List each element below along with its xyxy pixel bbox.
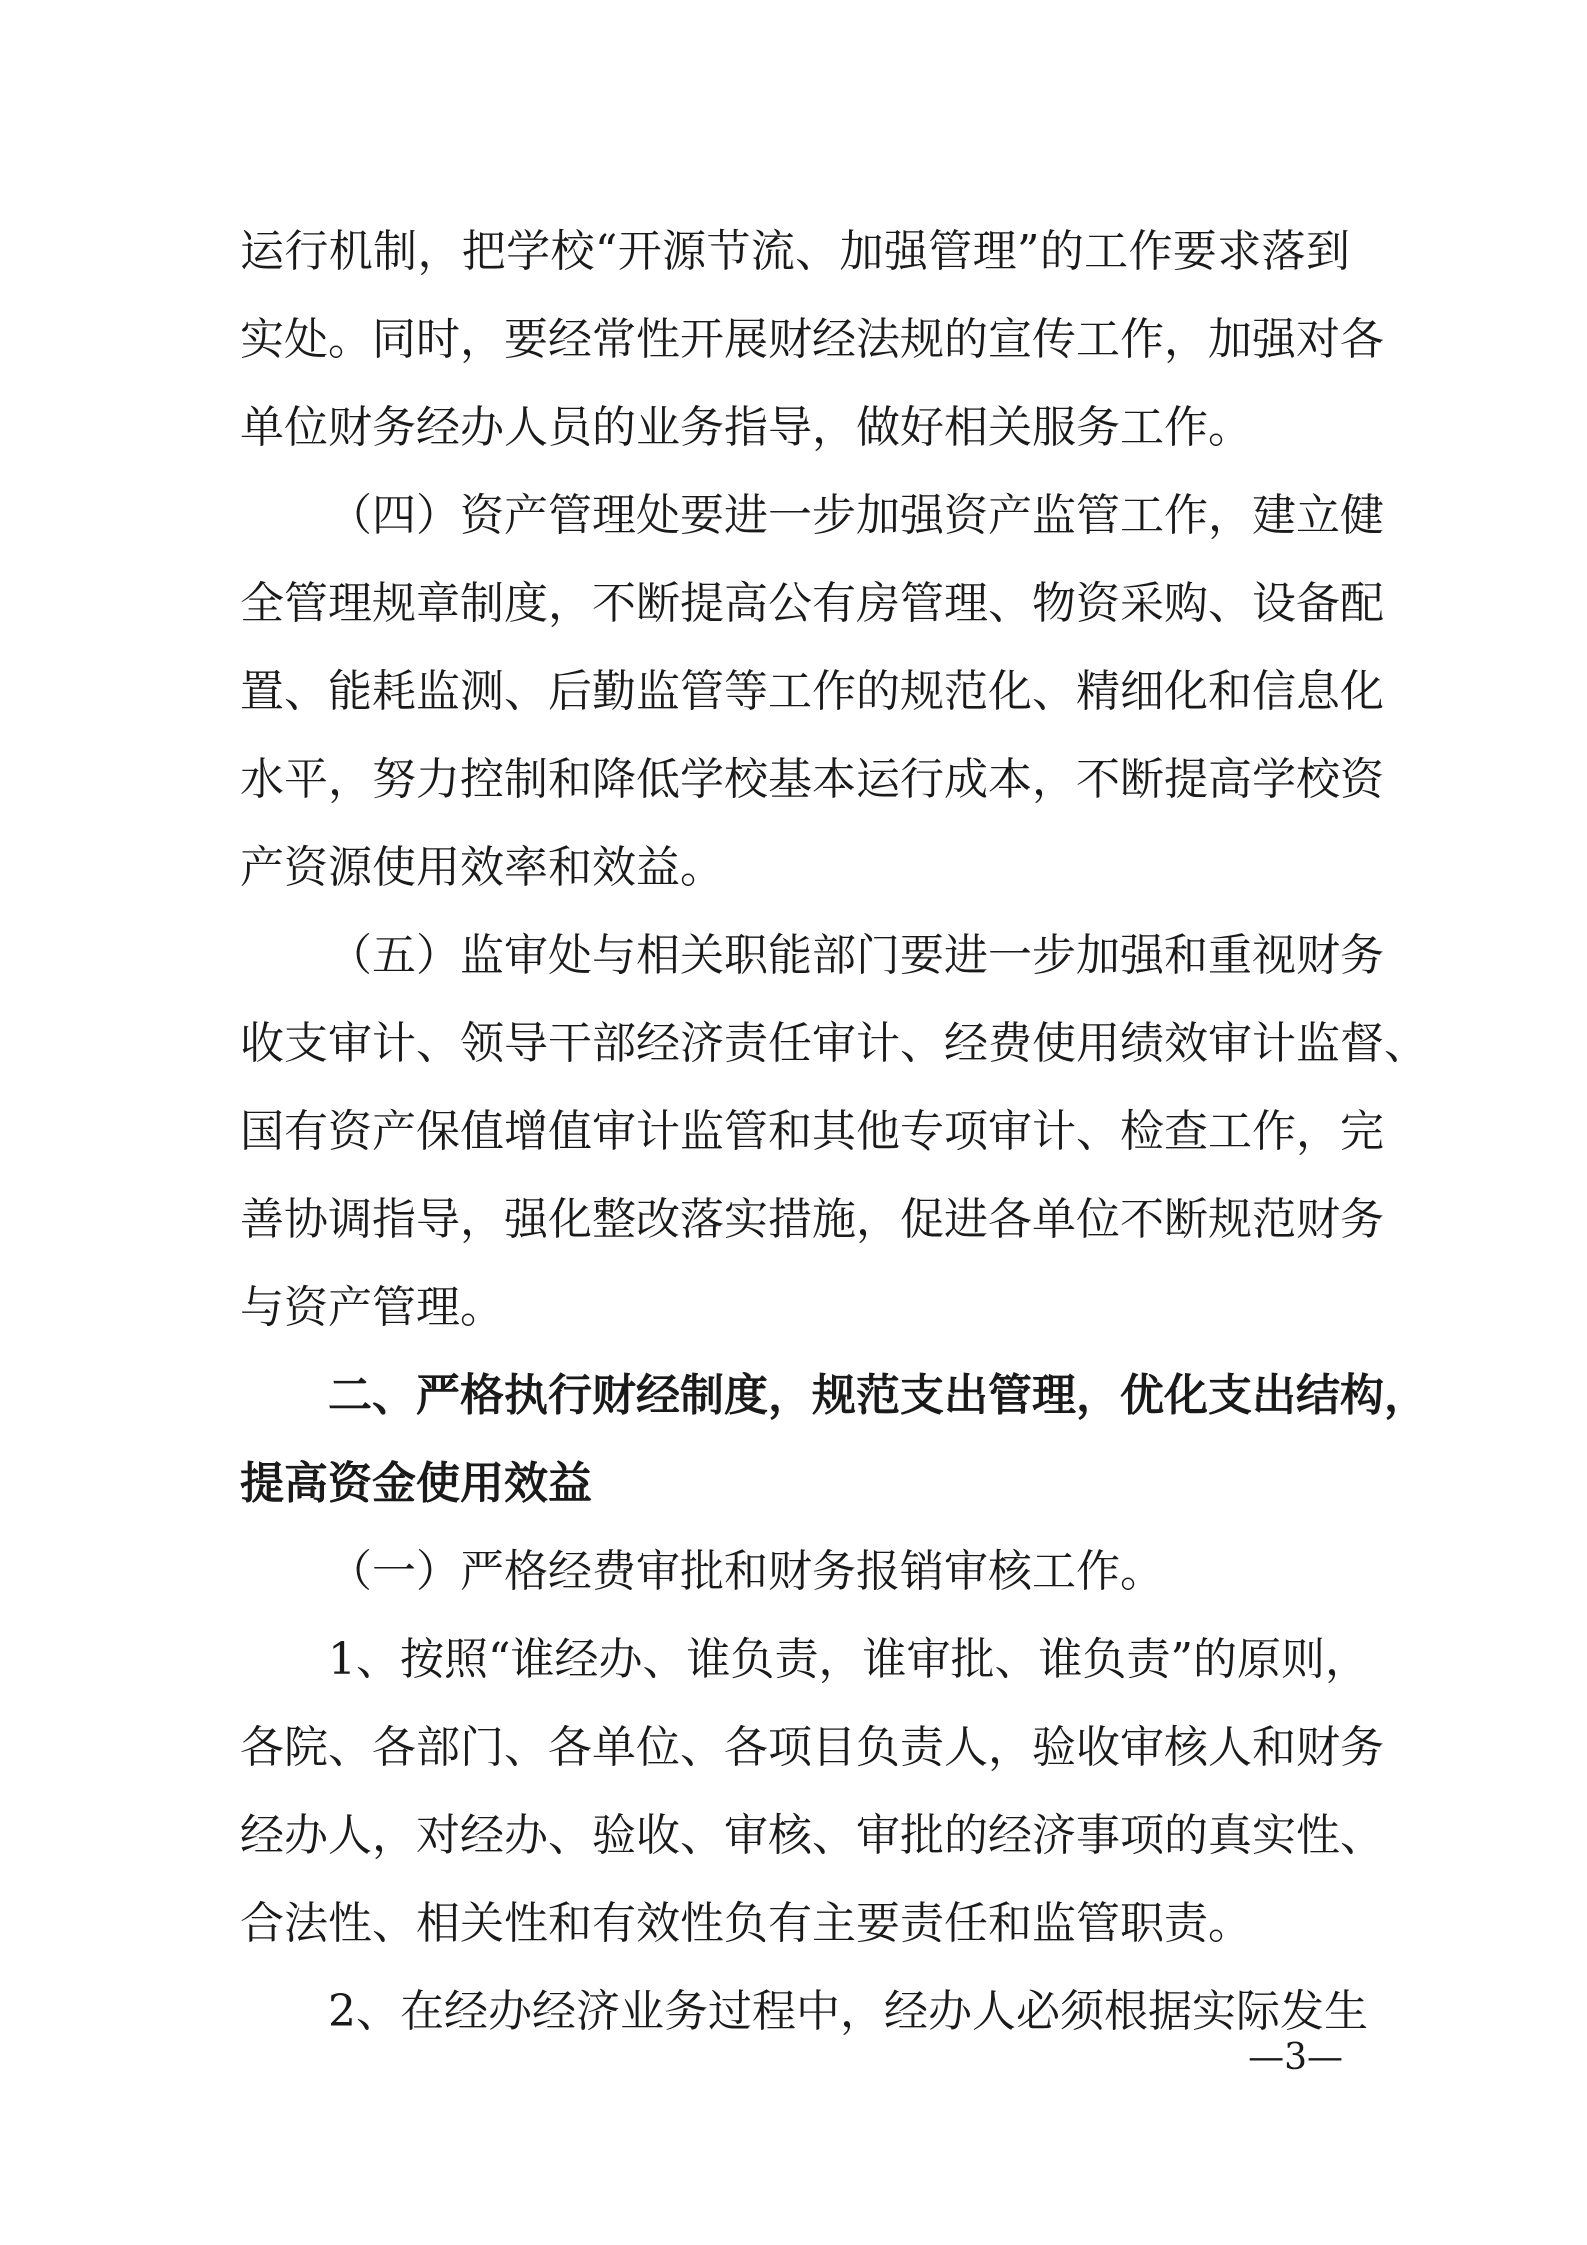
- text-line: 收支审计、领导干部经济责任审计、经费使用绩效审计监督、: [240, 1018, 1428, 1069]
- text-line: 产资源使用效率和效益。: [240, 842, 724, 893]
- paragraph-item-1: [240, 1616, 1384, 1968]
- heading-line: 提高资金使用效益: [240, 1458, 592, 1509]
- text-line: 经办人，对经办、验收、审核、审批的经济事项的真实性、: [240, 1810, 1384, 1861]
- subsection-heading: [240, 1528, 1350, 1616]
- text-line: （五）监审处与相关职能部门要进一步加强和重视财务: [328, 930, 1384, 981]
- document-body: [240, 208, 1428, 2056]
- text-line: （一）严格经费审批和财务报销审核工作。: [328, 1546, 1164, 1597]
- text-line: 与资产管理。: [240, 1282, 504, 1333]
- paragraph-audit: [240, 912, 1428, 1352]
- text-line: 国有资产保值增值审计监管和其他专项审计、检查工作，完: [240, 1106, 1384, 1157]
- text-line: 单位财务经办人员的业务指导，做好相关服务工作。: [240, 402, 1252, 453]
- page-number: —3—: [1248, 2037, 1343, 2078]
- text-line: （四）资产管理处要进一步加强资产监管工作，建立健: [328, 490, 1384, 541]
- text-line: 善协调指导，强化整改落实措施，促进各单位不断规范财务: [240, 1194, 1384, 1245]
- text-line: 全管理规章制度，不断提高公有房管理、物资采购、设备配: [240, 578, 1384, 629]
- section-heading: [240, 1352, 1428, 1528]
- text-line: 置、能耗监测、后勤监管等工作的规范化、精细化和信息化: [240, 666, 1384, 717]
- text-line: 1、按照“谁经办、谁负责，谁审批、谁负责”的原则，: [328, 1634, 1369, 1685]
- paragraph-item-2: [240, 1968, 1368, 2056]
- text-line: 合法性、相关性和有效性负有主要责任和监管职责。: [240, 1898, 1252, 1949]
- heading-line: 二、严格执行财经制度，规范支出管理，优化支出结构，: [328, 1370, 1428, 1421]
- paragraph-continuation: [240, 208, 1384, 472]
- text-line: 实处。同时，要经常性开展财经法规的宣传工作，加强对各: [240, 314, 1384, 365]
- text-line: 水平，努力控制和降低学校基本运行成本，不断提高学校资: [240, 754, 1384, 805]
- paragraph-asset-management: [240, 472, 1384, 912]
- text-line: 运行机制，把学校“开源节流、加强管理”的工作要求落到: [240, 226, 1350, 277]
- text-line: 2、在经办经济业务过程中，经办人必须根据实际发生: [328, 1986, 1368, 2037]
- text-line: 各院、各部门、各单位、各项目负责人，验收审核人和财务: [240, 1722, 1384, 1773]
